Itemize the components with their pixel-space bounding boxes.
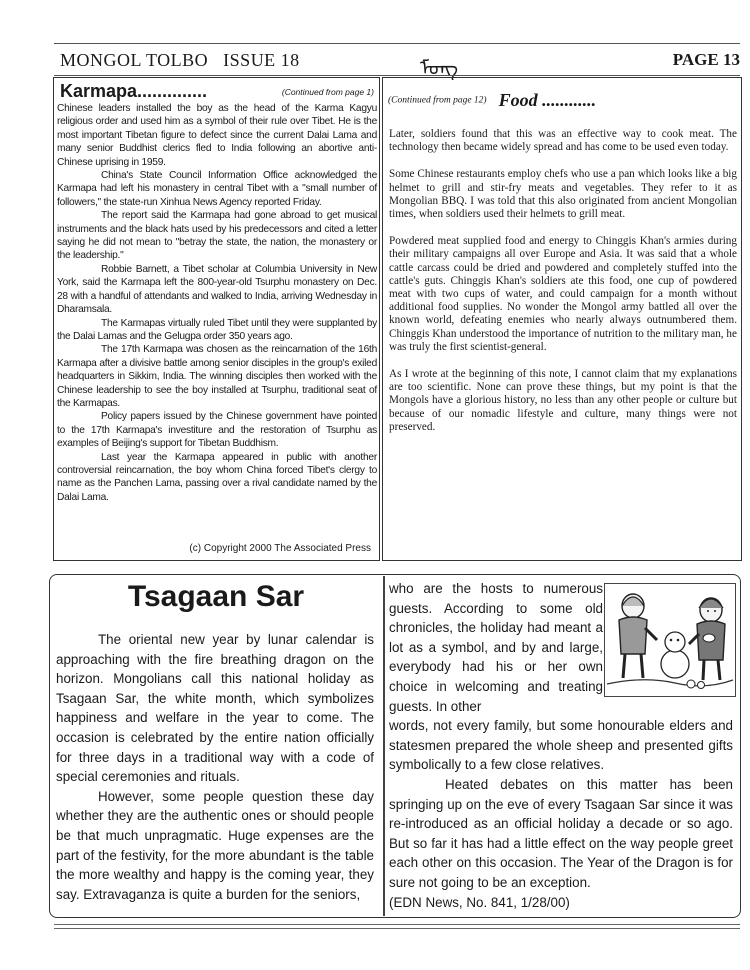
karmapa-paragraph: Chinese leaders installed the boy as the head of the Karma Kagyu religious order and used him as a symbol of their rule over Tibet. He is the most important Tibetan figure to defect since the current Dalai Lama and many senior Buddhist clerics fled to India following an abortive anti-Chinese uprising in 1959. xyxy=(57,103,377,168)
tsagaan-sar-paragraph: The oriental new year by lunar calendar is approaching with the fire breathing dragon on the horizon. Mongolians call this national holiday as Tsagaan Sar, the white month, which symbolizes happiness and welfare in the year to come. The occasion is celebrated by the entire nation officially for three days in a traditional way with a code of special ceremonies and rituals. xyxy=(56,632,374,785)
page-header xyxy=(54,46,740,80)
tsagaan-sar-title: Tsagaan Sar xyxy=(127,580,305,613)
karmapa-paragraph: Policy papers issued by the Chinese government have pointed to the 17th Karmapa's investiture and the restoration of Tsurphu as examples of Beijing's support for Tibetan Buddhism. xyxy=(57,411,377,450)
karmapa-paragraph: The report said the Karmapa had gone abroad to get musical instruments and the black hats used by his predecessors and cited a letter saying he did not mean to "betray the state, the nation, the monastery or the leadership." xyxy=(57,210,377,262)
karmapa-article-box xyxy=(53,77,380,561)
karmapa-body xyxy=(57,102,377,504)
karmapa-continued-note: (Continued from page 1) xyxy=(281,87,374,97)
food-paragraph: As I wrote at the beginning of this note, I cannot claim that my explanations are too scientific. None can prove these things, but my point is that the Mongols have a glorious history, no less than any other people or culture but because of our nomadic lifestyle and culture, many things were not preserved. xyxy=(389,368,737,433)
karmapa-copyright: (c) Copyright 2000 The Associated Press xyxy=(189,543,371,554)
karmapa-paragraph: The 17th Karmapa was chosen as the reincarnation of the 16th Karmapa after a divisive battle among senior disciples in the group's exiled headquarters in Sikkim, India. The winning disciples then worked with the Chinese leadership to see the boy installed at Tsurphu, traditional seat of the Karmapas. xyxy=(57,344,377,409)
karmapa-paragraph: Robbie Barnett, a Tibet scholar at Columbia University in New York, said the Karmapa left the 800-year-old Tsurphu monastery on Dec. 28 with a handful of attendants and walked to India, arriving Wednesday in Dharamsala. xyxy=(57,263,377,316)
food-heading xyxy=(388,90,738,111)
header-issue: ISSUE 18 xyxy=(223,50,300,70)
column-divider xyxy=(383,576,385,916)
food-title: Food ............ xyxy=(498,90,597,110)
karmapa-title: Karmapa.............. xyxy=(60,81,208,101)
snow-scene-icon xyxy=(605,584,735,696)
tsagaan-sar-paragraph: Heated debates on this matter has been springing up on the eve of every Tsagaan Sar since it was re-introduced as an official holiday a decade or so ago. But so far it has had a little effect on the way people greet each other on this occasion. The Year of the Dragon is for sure not going to be an exception. xyxy=(389,776,733,890)
tsagaan-sar-paragraph: words, not every family, but some honourable elders and statesmen prepared the whole sheep and presented gifts symbolically to a few close relatives. xyxy=(389,718,733,773)
karmapa-paragraph: The Karmapas virtually ruled Tibet until they were supplanted by the Dalai Lamas and the Gelugpa order 350 years ago. xyxy=(57,317,377,342)
header-page-number: PAGE 13 xyxy=(672,50,740,69)
tsagaan-sar-paragraph: However, some people question these day whether they are the authentic ones or should people be that much unpragmatic. Huge expenses are the part of the festivity, for the more abundant is the table the more wealthy and happy is the coming year, they say. Extravaganza is quite a burden for the seniors, xyxy=(56,788,374,902)
food-paragraph: Later, soldiers found that this was an effective way to cook meat. The technology then became widely spread and has come to be used even today. xyxy=(389,128,737,154)
mongolian-script-mark: ᠮᠣᠩ xyxy=(420,56,459,80)
header-rule-bottom xyxy=(54,75,740,76)
tsagaan-sar-source: (EDN News, No. 841, 1/28/00) xyxy=(389,894,570,910)
food-continued-note: (Continued from page 12) xyxy=(388,95,487,106)
footer-rule-top xyxy=(54,924,740,925)
food-paragraph: Some Chinese restaurants employ chefs who use a pan which looks like a big helmet to grill and stir-fry meats and vegetables. They refer to it as Mongolian BBQ. I was told that this also originated from ancient Mongolian times, when soldiers used their helmets to grill meat. xyxy=(389,168,737,221)
tsagaan-sar-left-column xyxy=(56,630,374,904)
header-rule-top xyxy=(54,43,740,44)
header-publication: MONGOL TOLBO ISSUE 18 xyxy=(60,50,300,70)
food-body xyxy=(389,128,737,448)
tsagaan-sar-paragraph-wrap: who are the hosts to numerous guests. According to some old chronicles, the holiday had meant a lot as a symbol, and by and large, everybody had his or her own choice in welcoming and treating guests. In other xyxy=(389,581,603,714)
food-article-box xyxy=(382,77,742,561)
karmapa-paragraph: Last year the Karmapa appeared in public with another controversial reincarnation, the boy whom China forced Tibet's clergy to name as the Panchen Lama, passing over a rival candidate named by the Dalai Lama. xyxy=(57,451,377,503)
karmapa-heading xyxy=(60,81,376,102)
children-snowman-illustration xyxy=(604,583,736,697)
footer-rule-bottom xyxy=(54,928,740,929)
karmapa-paragraph: China's State Council Information Office acknowledged the Karmapa had left his monastery in central Tibet with a "small number of followers," the state-run Xinhua News Agency reported Friday. xyxy=(57,170,377,208)
food-paragraph: Powdered meat supplied food and energy to Chinggis Khan's armies during their military campaigns all over Europe and Asia. It was said that a whole cattle carcass could be dried and powdered and completely stuffed into the cattle's guts. Chinggis Khan's soldiers ate this food, one cup of powdered meat with two cups of water, and could campaign for a month without additional food supplies. No wonder the Mongol army battled all over the known world, defeating enemies who nearly always outnumbered them. Chinggis Khan understood the importance of nutrition to the military man, he was truly the first scientist-general. xyxy=(389,235,737,353)
